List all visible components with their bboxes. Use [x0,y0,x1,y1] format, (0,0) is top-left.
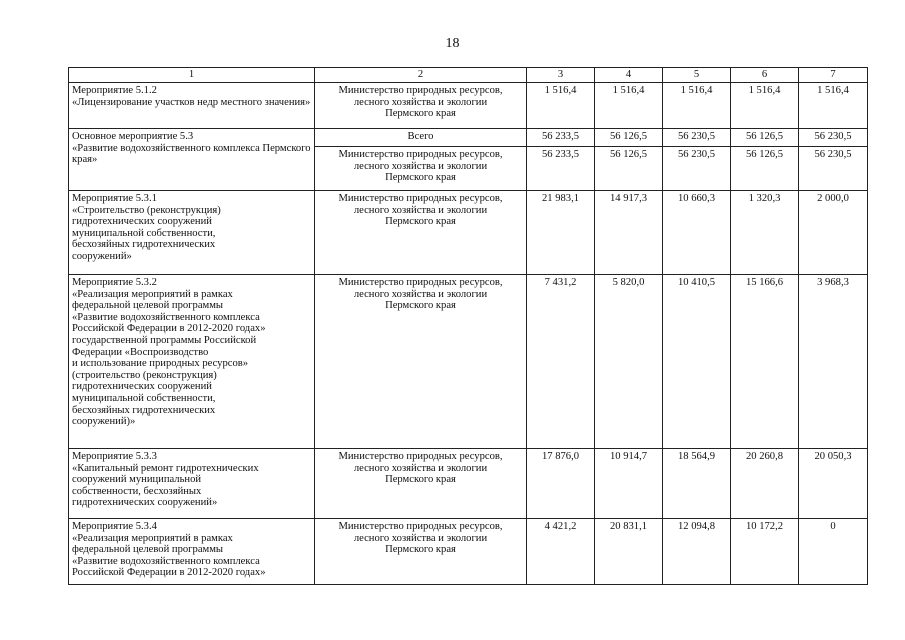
table-row [69,275,868,449]
header-row [69,68,868,83]
value-cell: 0 [799,519,868,585]
executor-cell: Всего [315,129,527,147]
value-cell: 1 516,4 [663,83,731,129]
header-cell: 7 [799,68,868,83]
value-cell: 20 831,1 [595,519,663,585]
page-number: 18 [445,36,460,51]
value-cell: 7 431,2 [527,275,595,449]
value-cell: 56 233,5 [527,129,595,147]
event-name-cell: Мероприятие 5.3.4 «Реализация мероприятий в рамках федеральной целевой программы «Развитие водохозяйственного комплекса Российской Федерации в 2012-2020 годах» [69,519,315,585]
value-cell: 10 914,7 [595,449,663,519]
value-cell: 14 917,3 [595,191,663,275]
table-row [69,449,868,519]
value-cell: 56 126,5 [731,129,799,147]
value-cell: 56 230,5 [663,129,731,147]
header-cell: 5 [663,68,731,83]
value-cell: 12 094,8 [663,519,731,585]
value-cell: 20 050,3 [799,449,868,519]
header-cell: 1 [69,68,315,83]
table-row [69,519,868,585]
executor-cell: Министерство природных ресурсов, лесного хозяйства и экологии Пермского края [315,449,527,519]
table-row [69,83,868,129]
event-name-cell: Мероприятие 5.3.3 «Капитальный ремонт гидротехнических сооружений муниципальной собственности, бесхозяйных гидротехнических сооружений» [69,449,315,519]
table-row [69,129,868,147]
event-name-cell: Мероприятие 5.1.2 «Лицензирование участков недр местного значения» [69,83,315,129]
header-cell: 3 [527,68,595,83]
event-name-cell: Мероприятие 5.3.2 «Реализация мероприятий в рамках федеральной целевой программы «Развитие водохозяйственного комплекса Российской Федерации в 2012-2020 годах» государственной программы Российской Федерации «Воспроизводство и использование природных ресурсов» (строительство (реконструкция) гидротехнических сооружений муниципальной собственности, бесхозяйных гидротехнических сооружений)» [69,275,315,449]
value-cell: 56 233,5 [527,147,595,191]
value-cell: 1 516,4 [527,83,595,129]
header-cell: 4 [595,68,663,83]
header-cell: 2 [315,68,527,83]
value-cell: 56 230,5 [663,147,731,191]
executor-cell: Министерство природных ресурсов, лесного хозяйства и экологии Пермского края [315,83,527,129]
value-cell: 1 320,3 [731,191,799,275]
value-cell: 3 968,3 [799,275,868,449]
value-cell: 10 172,2 [731,519,799,585]
value-cell: 1 516,4 [731,83,799,129]
funding-table [68,67,868,585]
value-cell: 17 876,0 [527,449,595,519]
event-name-cell: Мероприятие 5.3.1 «Строительство (реконструкция) гидротехнических сооружений муниципальной собственности, бесхозяйных гидротехнических сооружений» [69,191,315,275]
value-cell: 21 983,1 [527,191,595,275]
value-cell: 56 126,5 [731,147,799,191]
header-cell: 6 [731,68,799,83]
value-cell: 56 230,5 [799,129,868,147]
value-cell: 18 564,9 [663,449,731,519]
executor-cell: Министерство природных ресурсов, лесного хозяйства и экологии Пермского края [315,147,527,191]
value-cell: 56 126,5 [595,147,663,191]
value-cell: 1 516,4 [595,83,663,129]
value-cell: 2 000,0 [799,191,868,275]
value-cell: 56 230,5 [799,147,868,191]
value-cell: 10 410,5 [663,275,731,449]
value-cell: 10 660,3 [663,191,731,275]
executor-cell: Министерство природных ресурсов, лесного хозяйства и экологии Пермского края [315,519,527,585]
value-cell: 1 516,4 [799,83,868,129]
value-cell: 20 260,8 [731,449,799,519]
executor-cell: Министерство природных ресурсов, лесного хозяйства и экологии Пермского края [315,191,527,275]
value-cell: 15 166,6 [731,275,799,449]
event-name-cell: Основное мероприятие 5.3 «Развитие водохозяйственного комплекса Пермского края» [69,129,315,191]
value-cell: 56 126,5 [595,129,663,147]
value-cell: 4 421,2 [527,519,595,585]
table-row [69,191,868,275]
value-cell: 5 820,0 [595,275,663,449]
executor-cell: Министерство природных ресурсов, лесного хозяйства и экологии Пермского края [315,275,527,449]
